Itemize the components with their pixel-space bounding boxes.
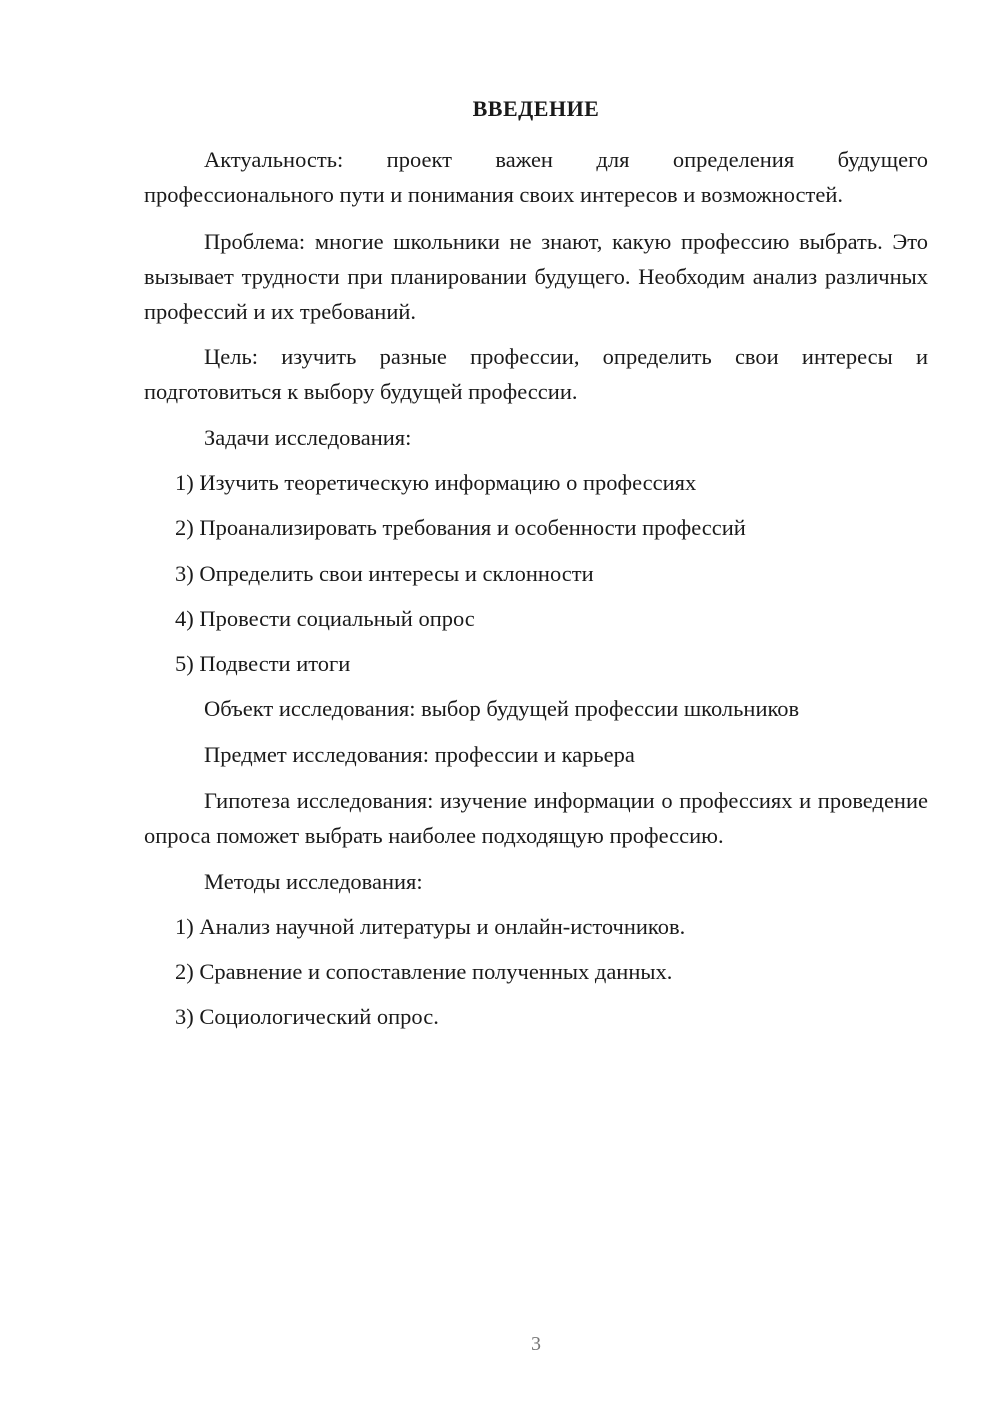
task-item: 5) Подвести итоги (175, 651, 351, 676)
section-title: ВВЕДЕНИЕ (472, 96, 600, 121)
methods-heading: Методы исследования: (204, 869, 423, 894)
task-item: 4) Провести социальный опрос (175, 606, 475, 631)
method-item: 3) Социологический опрос. (175, 1004, 439, 1029)
problem-paragraph: Проблема: многие школьники не знают, какую профессию выбрать. Это вызывает трудности при планировании будущего. Необходим анализ различных профессий и их требований. (144, 229, 928, 324)
task-item: 1) Изучить теоретическую информацию о профессиях (175, 470, 697, 495)
task-item: 2) Проанализировать требования и особенности профессий (175, 515, 746, 540)
tasks-heading: Задачи исследования: (204, 425, 412, 450)
goal-paragraph: Цель: изучить разные профессии, определить свои интересы и подготовиться к выбору будущей профессии. (144, 344, 928, 404)
task-item: 3) Определить свои интересы и склонности (175, 561, 594, 586)
research-object: Объект исследования: выбор будущей профессии школьников (204, 696, 800, 721)
page-number: 3 (531, 1333, 541, 1355)
hypothesis-paragraph: Гипотеза исследования: изучение информации о профессиях и проведение опроса поможет выбрать наиболее подходящую профессию. (144, 788, 928, 848)
research-subject: Предмет исследования: профессии и карьера (204, 742, 635, 767)
method-item: 1) Анализ научной литературы и онлайн-источников. (175, 914, 686, 939)
relevance-paragraph: Актуальность: проект важен для определения будущего профессионального пути и понимания своих интересов и возможностей. (144, 147, 928, 207)
method-item: 2) Сравнение и сопоставление полученных данных. (175, 959, 673, 984)
